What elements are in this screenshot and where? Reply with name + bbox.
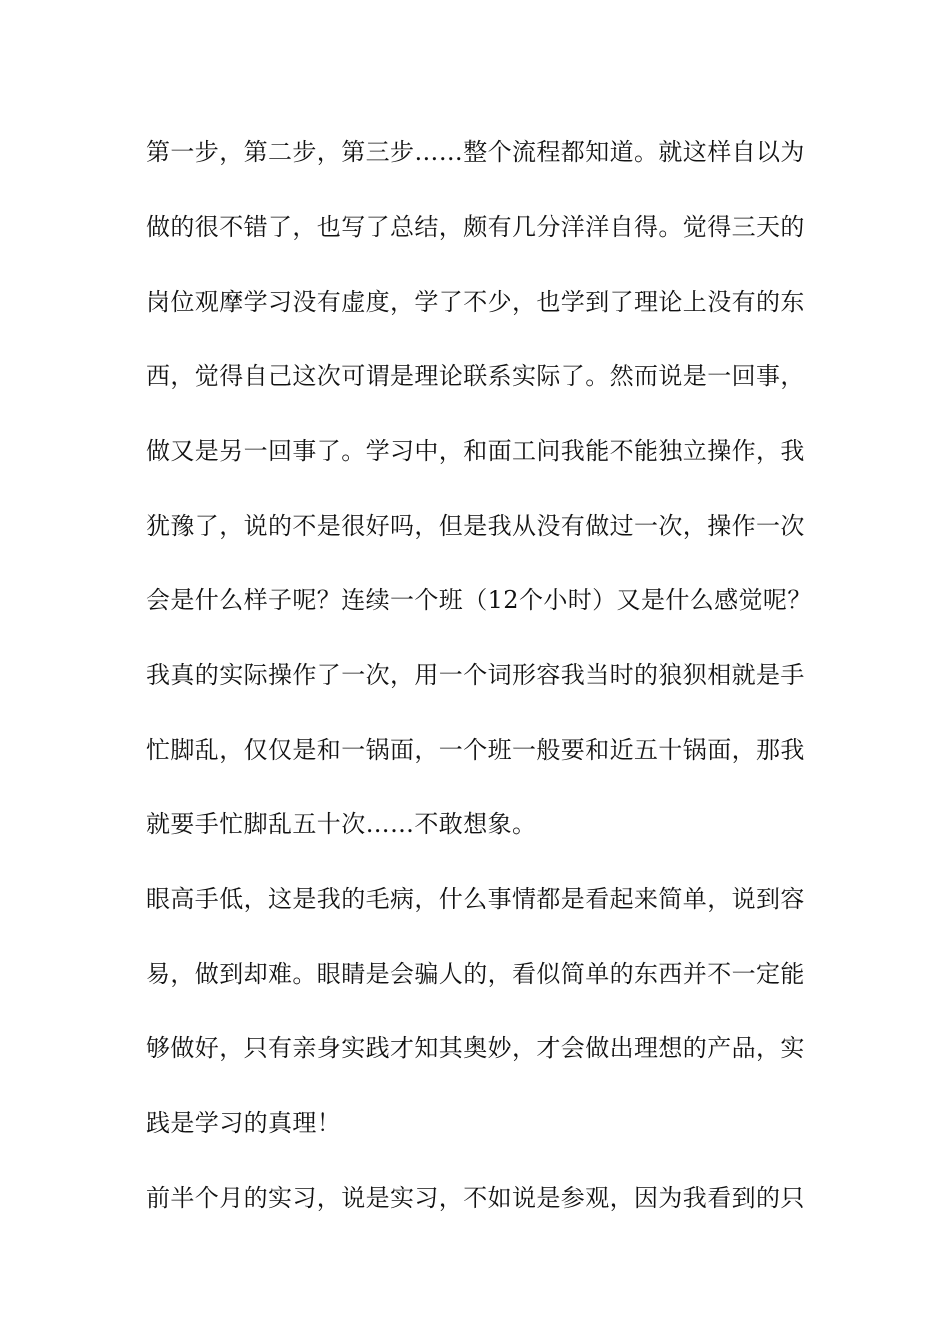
text-line: 做又是另一回事了。学习中，和面工问我能不能独立操作，我 xyxy=(146,437,805,465)
text-line: 眼高手低，这是我的毛病，什么事情都是看起来简单，说到容 xyxy=(146,885,805,913)
text-line: 犹豫了，说的不是很好吗，但是我从没有做过一次，操作一次 xyxy=(146,512,805,540)
text-line: 我真的实际操作了一次，用一个词形容我当时的狼狈相就是手 xyxy=(146,661,805,689)
text-line: 易，做到却难。眼睛是会骗人的，看似简单的东西并不一定能 xyxy=(146,960,805,988)
text-line: 岗位观摩学习没有虚度，学了不少，也学到了理论上没有的东 xyxy=(146,288,805,316)
text-line: 就要手忙脚乱五十次……不敢想象。 xyxy=(146,810,537,838)
text-line: 西，觉得自己这次可谓是理论联系实际了。然而说是一回事， xyxy=(146,362,805,390)
text-line: 忙脚乱，仅仅是和一锅面，一个班一般要和近五十锅面，那我 xyxy=(146,736,805,764)
text-line: 做的很不错了，也写了总结，颇有几分洋洋自得。觉得三天的 xyxy=(146,213,805,241)
text-line: 前半个月的实习，说是实习，不如说是参观，因为我看到的只 xyxy=(146,1184,805,1212)
text-line: 够做好，只有亲身实践才知其奥妙，才会做出理想的产品，实 xyxy=(146,1034,805,1062)
text-line: 践是学习的真理！ xyxy=(146,1109,342,1137)
text-line: 会是什么样子呢？连续一个班（12个小时）又是什么感觉呢？ xyxy=(146,586,812,614)
text-line: 第一步，第二步，第三步……整个流程都知道。就这样自以为 xyxy=(146,138,805,166)
